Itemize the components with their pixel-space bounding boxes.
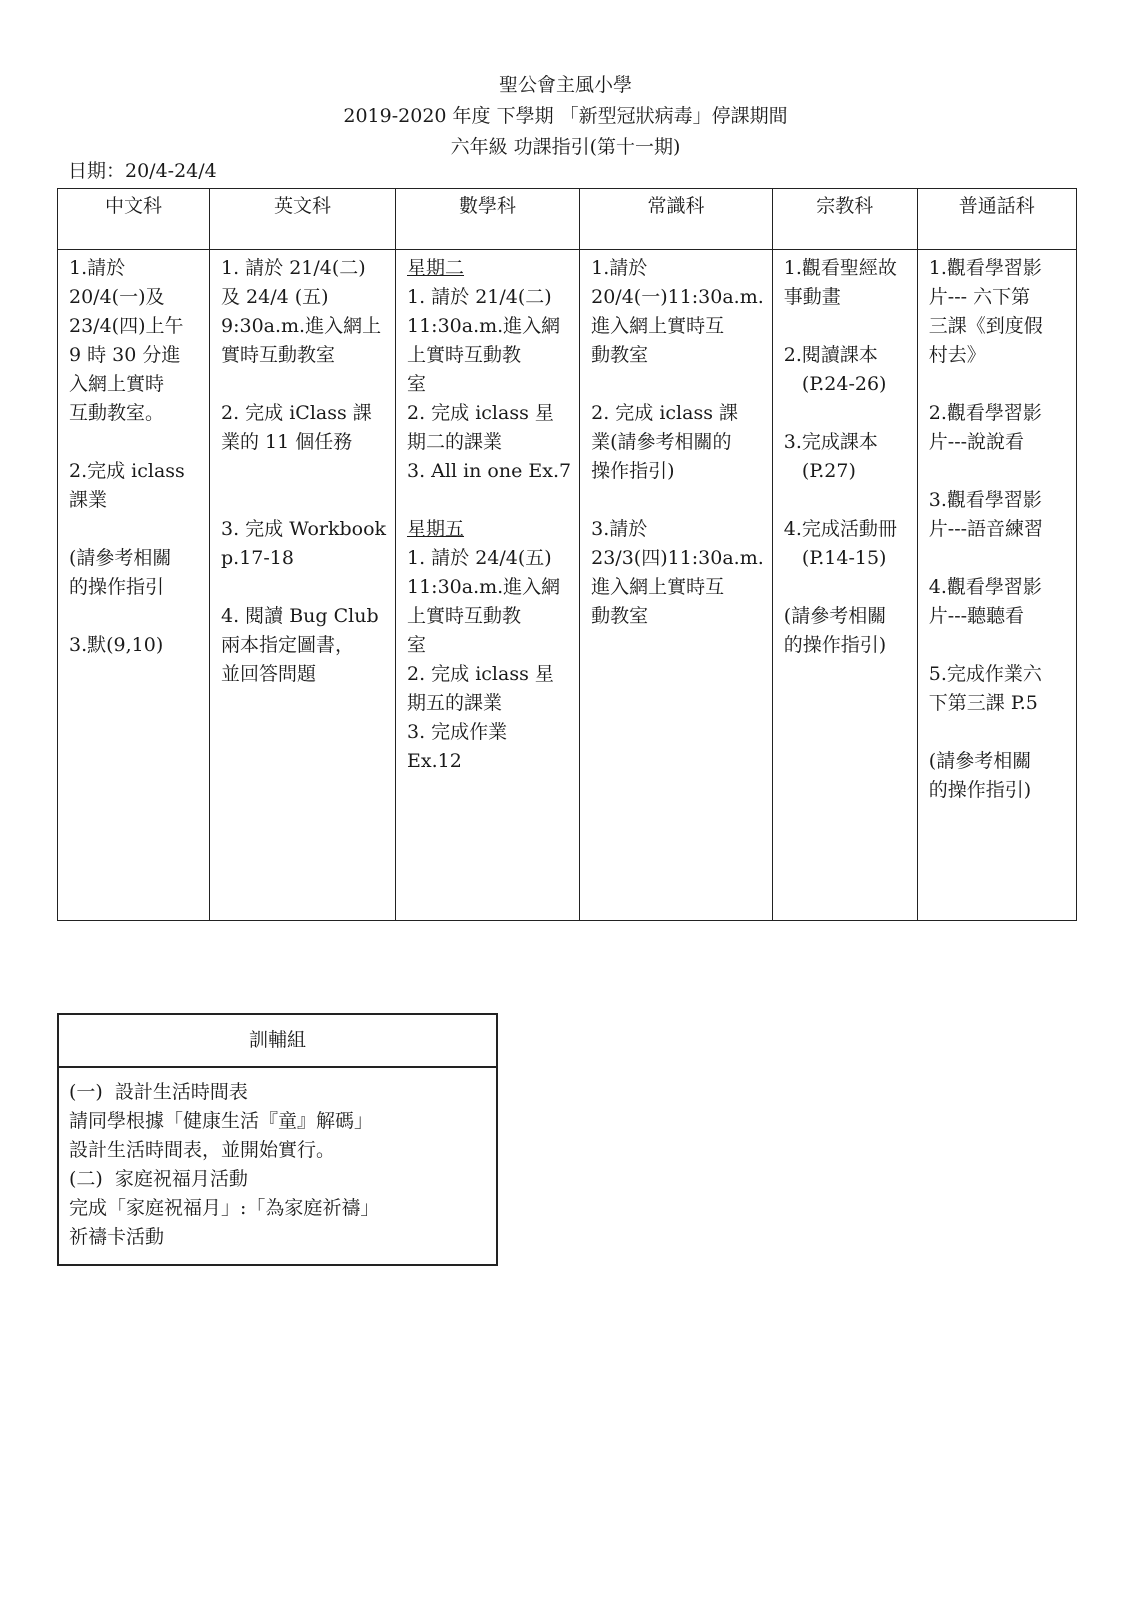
assignment-line: 室 — [407, 634, 427, 656]
assignment-line: 期二的課業 — [407, 431, 503, 453]
assignment-line: 2. 完成 iclass 星 — [407, 402, 554, 424]
assignment-line: 兩本指定圖書， — [221, 634, 355, 656]
assignment-line: 9:30a.m.進入網上 — [221, 315, 382, 337]
assignment-line: 片---語音練習 — [928, 518, 1044, 540]
assignment-line: 3.完成課本 — [783, 431, 878, 453]
assignment-line: 動教室 — [591, 605, 649, 627]
assignment-line: 5.完成作業六 — [928, 663, 1042, 685]
assignment-line: (請參考相關 — [928, 750, 1032, 772]
assignment-line: 1. 請於 21/4(二) — [221, 257, 366, 279]
assignment-line: 村去》 — [928, 344, 986, 366]
assignment-line — [784, 573, 909, 602]
assignment-line: 上實時互動教 — [407, 344, 522, 366]
assignment-line — [69, 602, 201, 631]
assignment-line — [221, 573, 387, 602]
counseling-body — [59, 1068, 496, 1264]
assignment-line: 期五的課業 — [407, 692, 503, 714]
subject-header-math: 數學科 — [396, 189, 580, 250]
assignment-line: 20/4(一)及 — [69, 286, 165, 308]
assignment-line: 業的 11 個任務 — [221, 431, 353, 453]
assignment-line — [69, 428, 201, 457]
counseling-line: (一) 設計生活時間表 — [69, 1081, 248, 1103]
assignment-line: 11:30a.m.進入網 — [407, 576, 561, 598]
assignment-line: 並回答問題 — [221, 663, 317, 685]
assignment-line: 課業 — [69, 489, 108, 511]
assignment-line: 11:30a.m.進入網 — [407, 315, 561, 337]
assignment-line: 2.觀看學習影 — [928, 402, 1042, 424]
assignment-line: 3. All in one Ex.7 — [407, 460, 572, 482]
assignment-line: 動教室 — [591, 344, 649, 366]
assignment-line: 進入網上實時互 — [591, 576, 725, 598]
assignment-line: 1.請於 — [69, 257, 126, 279]
assignment-line: 實時互動教室 — [221, 344, 336, 366]
assignment-line: 3.默(9,10) — [69, 634, 164, 656]
assignment-line — [407, 486, 571, 515]
assignment-line: 片--- 六下第 — [928, 286, 1031, 308]
assignment-line: 三課《到度假 — [928, 315, 1043, 337]
assignment-line: 操作指引) — [591, 460, 675, 482]
counseling-line: 完成「家庭祝福月」:「為家庭祈禱」 — [69, 1197, 380, 1219]
counseling-line: 祈禱卡活動 — [69, 1226, 165, 1248]
assignment-line: 1.觀看學習影 — [928, 257, 1042, 279]
assignment-line: 片---聽聽看 — [928, 605, 1025, 627]
assignment-line: 1.請於 — [591, 257, 648, 279]
term-title: 2019-2020 年度 下學期 「新型冠狀病毒」停課期間 — [343, 105, 788, 127]
assignment-line — [221, 370, 387, 399]
assignment-line: 上實時互動教 — [407, 605, 522, 627]
assignment-line — [591, 486, 764, 515]
assignment-line: 下第三課 P.5 — [928, 692, 1038, 714]
subject-header-row — [58, 189, 1077, 250]
assignment-line: 4.觀看學習影 — [928, 576, 1042, 598]
assignment-line: (請參考相關 — [783, 605, 887, 627]
assignment-line — [784, 486, 909, 515]
assignment-line — [929, 544, 1068, 573]
assignment-line: 3.請於 — [591, 518, 648, 540]
assignment-line: 2. 完成 iClass 課 — [221, 402, 372, 424]
assignment-line: 室 — [407, 373, 427, 395]
assignment-line — [929, 457, 1068, 486]
assignment-line: 的操作指引 — [69, 576, 165, 598]
subject-header-religion: 宗教科 — [772, 189, 917, 250]
counseling-line: (二) 家庭祝福月活動 — [69, 1168, 248, 1190]
assignment-line: 1.觀看聖經故 — [783, 257, 897, 279]
assignment-line: 3.觀看學習影 — [928, 489, 1042, 511]
assignment-line: 3. 完成 Workbook — [221, 518, 387, 540]
subject-header-english: 英文科 — [210, 189, 396, 250]
assignment-row — [58, 250, 1077, 921]
counseling-title: 訓輔組 — [59, 1015, 496, 1068]
homework-table — [57, 188, 1077, 921]
assignment-line: 2. 完成 iclass 課 — [591, 402, 738, 424]
assignment-line: 3. 完成作業 — [407, 721, 508, 743]
date-range: 日期：20/4-24/4 — [68, 160, 217, 182]
assignment-line: 4. 閱讀 Bug Club — [221, 605, 379, 627]
assignment-cell-putonghua — [917, 250, 1076, 921]
assignment-line — [69, 515, 201, 544]
assignment-line: 事動畫 — [783, 286, 841, 308]
assignment-line: 23/3(四)11:30a.m. — [591, 547, 764, 569]
assignment-line: 星期二 — [407, 257, 465, 279]
subject-header-chinese: 中文科 — [58, 189, 210, 250]
assignment-line: 1. 請於 24/4(五) — [407, 547, 552, 569]
assignment-line: 23/4(四)上午 — [69, 315, 184, 337]
assignment-line: 1. 請於 21/4(二) — [407, 286, 552, 308]
assignment-line: 進入網上實時互 — [591, 315, 725, 337]
assignment-line: 4.完成活動冊 — [783, 518, 897, 540]
assignment-line — [784, 312, 909, 341]
assignment-line — [929, 718, 1068, 747]
assignment-line — [929, 631, 1068, 660]
assignment-line: 互動教室。 — [69, 402, 165, 424]
assignment-line: 9 時 30 分進 — [69, 344, 181, 366]
assignment-cell-religion — [772, 250, 917, 921]
assignment-line: 20/4(一)11:30a.m. — [591, 286, 764, 308]
assignment-line: 2.完成 iclass — [69, 460, 185, 482]
assignment-line: 的操作指引) — [783, 634, 887, 656]
assignment-line: (P.24-26) — [783, 373, 887, 395]
assignment-line: (P.14-15) — [783, 547, 887, 569]
assignment-line: 業(請參考相關的 — [591, 431, 732, 453]
assignment-line — [591, 370, 764, 399]
assignment-line: 的操作指引) — [928, 779, 1032, 801]
assignment-line: 2.閱讀課本 — [783, 344, 878, 366]
document-header — [0, 70, 1131, 163]
assignment-line: 及 24/4 (五) — [221, 286, 329, 308]
assignment-line: p.17-18 — [221, 547, 294, 569]
counseling-box — [57, 1013, 498, 1266]
assignment-cell-english — [210, 250, 396, 921]
assignment-cell-general-studies — [580, 250, 773, 921]
assignment-line: 2. 完成 iclass 星 — [407, 663, 554, 685]
assignment-line: (P.27) — [783, 460, 856, 482]
assignment-line — [929, 370, 1068, 399]
counseling-line: 設計生活時間表，並開始實行。 — [69, 1139, 336, 1161]
school-name: 聖公會主風小學 — [498, 74, 632, 96]
subject-header-putonghua: 普通話科 — [917, 189, 1076, 250]
assignment-line: 片---說說看 — [928, 431, 1025, 453]
assignment-line: (請參考相關 — [69, 547, 172, 569]
assignment-line: Ex.12 — [407, 750, 462, 772]
assignment-line — [221, 457, 387, 486]
assignment-cell-chinese — [58, 250, 210, 921]
assignment-line — [221, 486, 387, 515]
assignment-cell-math — [396, 250, 580, 921]
assignment-line — [784, 399, 909, 428]
assignment-line: 入網上實時 — [69, 373, 165, 395]
grade-title: 六年級 功課指引(第十一期) — [450, 136, 681, 158]
counseling-line: 請同學根據「健康生活『童』解碼」 — [69, 1110, 374, 1132]
subject-header-general-studies: 常識科 — [580, 189, 773, 250]
assignment-line: 星期五 — [407, 518, 465, 540]
